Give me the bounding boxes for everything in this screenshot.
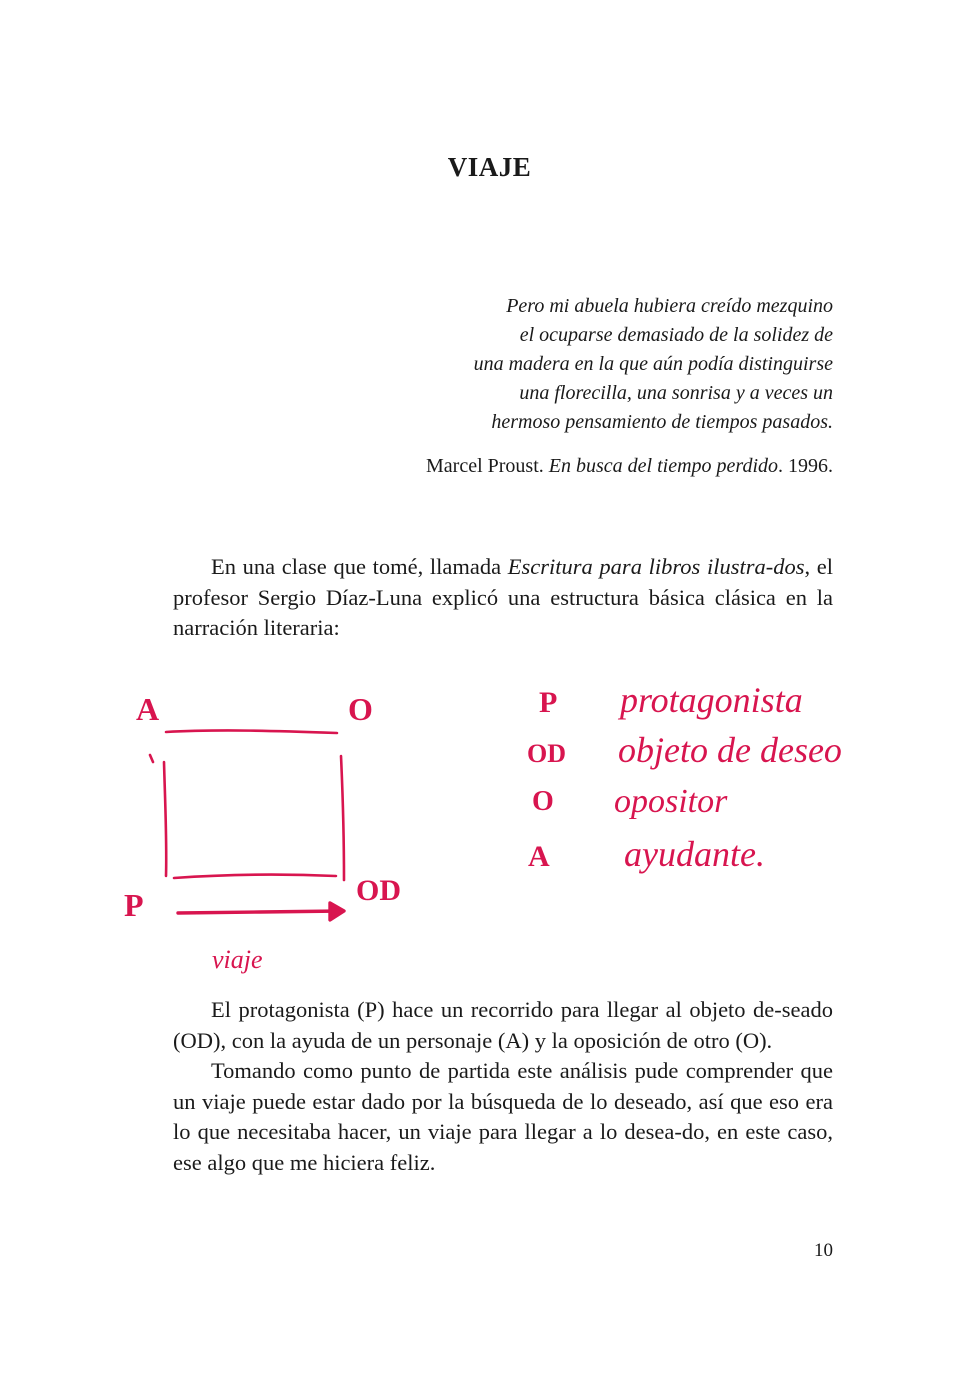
legend-key: OD [527,739,566,768]
viaje-arrow-shaft [178,911,342,913]
epigraph-work: En busca del tiempo perdido [548,455,778,477]
epigraph-line: una florecilla, una sonrisa y a veces un [519,382,833,404]
legend-meaning: objeto de deseo [618,730,842,770]
epigraph-year: . 1996. [778,455,833,477]
legend-meaning: protagonista [620,680,803,720]
epigraph-author: Marcel Proust. [426,455,549,477]
legend-key: O [532,786,554,817]
sketch-label-top-right: O [348,691,373,727]
explanation [173,995,833,1178]
course-name: Escritura para libros ilustra-dos [507,554,805,579]
sketch-label-bottom-right: OD [356,874,401,907]
chapter-title: VIAJE [447,152,532,182]
epigraph-line: Pero mi abuela hubiera creído mezquino [506,295,833,317]
intro-text-end: , el profesor Sergio Díaz-Luna explicó una estructura básica clásica en la narración literaria: [173,554,833,640]
sketch-small-tick [150,755,153,762]
sketch-right-line [341,756,344,880]
epigraph-line: el ocuparse demasiado de la solidez de [519,324,833,346]
sketch-top-line [166,730,337,733]
explanation-paragraph: El protagonista (P) hace un recorrido para llegar al objeto de-seado (OD), con la ayuda de un personaje (A) y la oposición de otro (O). [173,997,833,1053]
page-number: 10 [814,1240,833,1261]
legend-meaning: ayudante. [624,834,765,874]
viaje-arrow-head [330,903,344,920]
legend-key: P [539,686,558,719]
sketch-arrow-label: viaje [212,945,263,974]
epigraph-line: una madera en la que aún podía distinguirse [473,353,833,375]
sketch-label-top-left: A [136,691,160,727]
sketch-bottom-line [174,875,336,878]
legend-meaning: opositor [614,783,728,820]
sketch-left-line [164,762,166,876]
epigraph-line: hermoso pensamiento de tiempos pasados. [491,411,833,433]
legend-key: A [528,840,550,873]
intro-text: En una clase que tomé, llamada [211,554,508,579]
conclusion-paragraph: Tomando como punto de partida este análisis pude comprender que un viaje puede estar dado por la búsqueda de lo deseado, así que eso era lo que necesitaba hacer, un viaje para llegar a lo desea-do, en este caso, ese algo que me hiciera feliz. [173,1058,833,1175]
sketch-label-bottom-left: P [124,887,144,923]
